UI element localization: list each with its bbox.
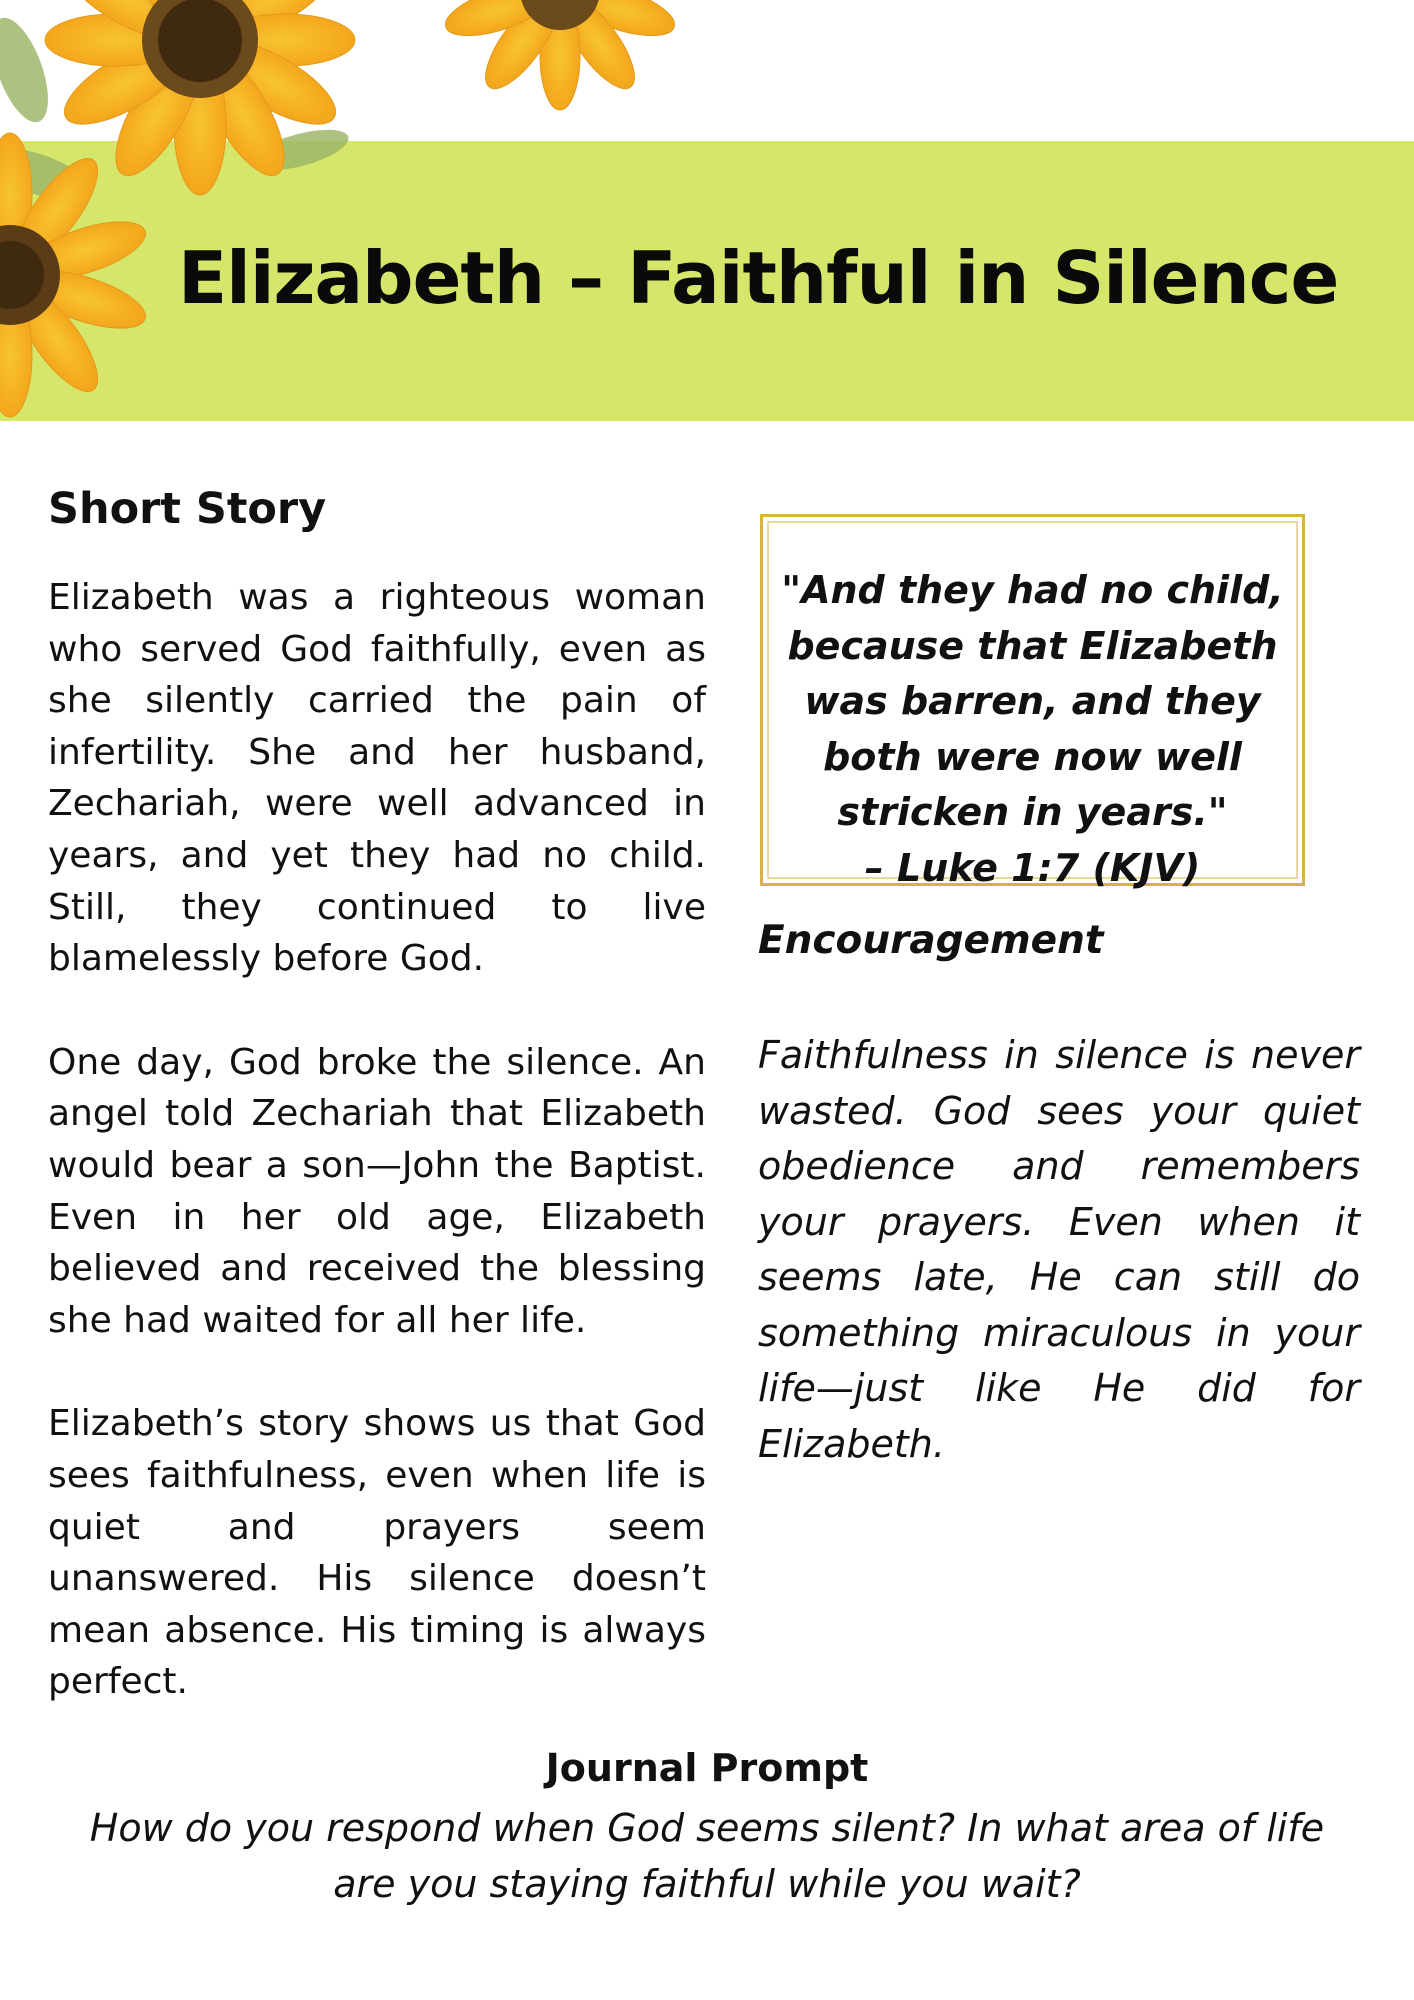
journal-prompt-heading: Journal Prompt	[545, 1746, 869, 1790]
short-story-body	[48, 572, 706, 1760]
story-paragraph: Elizabeth’s story shows us that God sees faithfulness, even when life is quiet and prayers seem unanswered. His silence doesn’t mean absence. His timing is always perfect.	[48, 1403, 706, 1703]
story-paragraph: Elizabeth was a righteous woman who served God faithfully, even as she silently carried the pain of infertility. She and her husband, Zechariah, were well advanced in years, and yet they had no child. Still, they continued to live blamelessly before God.	[48, 577, 706, 980]
encouragement-heading: Encouragement	[758, 918, 1104, 963]
page-title: Elizabeth – Faithful in Silence	[178, 236, 1339, 320]
short-story-heading: Short Story	[48, 484, 327, 534]
encouragement-text: Faithfulness in silence is never wasted. God sees your quiet obedience and remembers your prayers. Even when it seems late, He can still do something miraculous in your life—just like He did for Elizabeth.	[758, 1033, 1360, 1466]
journal-prompt-text: How do you respond when God seems silent? In what area of life are you staying faithful while you wait?	[89, 1806, 1325, 1906]
sunflower-decoration	[0, 0, 720, 440]
verse-text: "And they had no child, because that Elizabeth was barren, and they both were now well stricken in years."	[781, 568, 1284, 834]
verse-reference: – Luke 1:7 (KJV)	[864, 845, 1201, 890]
bible-verse	[760, 563, 1305, 896]
sunflower-icon	[440, 0, 681, 110]
story-paragraph: One day, God broke the silence. An angel told Zechariah that Elizabeth would bear a son—John the Baptist. Even in her old age, Elizabeth believed and received the blessing she had waited for all her life.	[48, 1041, 706, 1341]
